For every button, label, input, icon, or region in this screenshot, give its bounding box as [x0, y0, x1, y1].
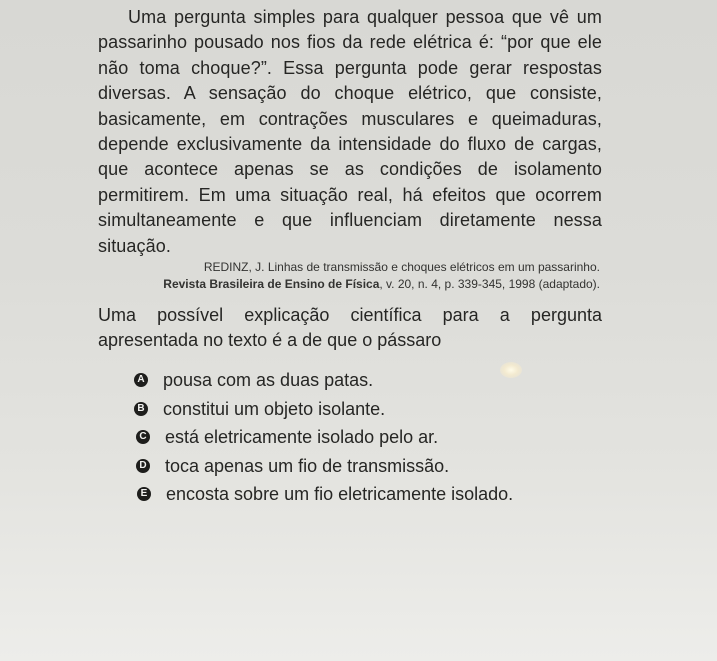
option-a[interactable]: [100, 366, 620, 395]
light-glare: [500, 362, 522, 378]
option-a-letter-badge: A: [134, 373, 148, 387]
option-d-letter-badge: D: [136, 459, 150, 473]
option-c-letter-badge: C: [136, 430, 150, 444]
option-a-text: pousa com as duas patas.: [163, 370, 374, 391]
option-e[interactable]: [100, 480, 620, 509]
option-b[interactable]: [100, 395, 620, 424]
citation-author-title: REDINZ, J. Linhas de transmissão e choques elétricos em um passarinho.: [203, 260, 600, 274]
option-d-text: toca apenas um fio de transmissão.: [165, 455, 450, 476]
answer-options: [100, 366, 620, 509]
option-c[interactable]: [100, 423, 620, 452]
option-e-text: encosta sobre um fio eletricamente isolado.: [166, 484, 514, 505]
option-e-letter-badge: E: [137, 487, 151, 501]
option-b-letter-badge: B: [134, 402, 148, 416]
option-c-text: está eletricamente isolado pelo ar.: [165, 427, 439, 448]
citation-journal: Revista Brasileira de Ensino de Física: [163, 277, 380, 291]
option-b-text: constitui um objeto isolante.: [163, 398, 386, 419]
context-paragraph: Uma pergunta simples para qualquer pessoa que vê um passarinho pousado nos fios da rede elétrica é: “por que ele não toma choque?”. Essa pergunta pode gerar respostas diversas. A sensação do choque elétrico, que consiste, basicamente, em contrações musculares e queimaduras, depende exclusivamente da intensidade do fluxo de cargas, que acontece apenas se as condições de isolamento permitirem. Em uma situação real, há efeitos que ocorrem simultaneamente e que influenciam diretamente nessa situação.: [98, 7, 602, 256]
citation: [100, 259, 600, 293]
option-d[interactable]: [100, 452, 620, 481]
question-stem: Uma possível explicação científica para a pergunta apresentada no texto é a de que o pássaro: [98, 305, 602, 351]
citation-details: , v. 20, n. 4, p. 339-345, 1998 (adaptado).: [379, 277, 600, 291]
